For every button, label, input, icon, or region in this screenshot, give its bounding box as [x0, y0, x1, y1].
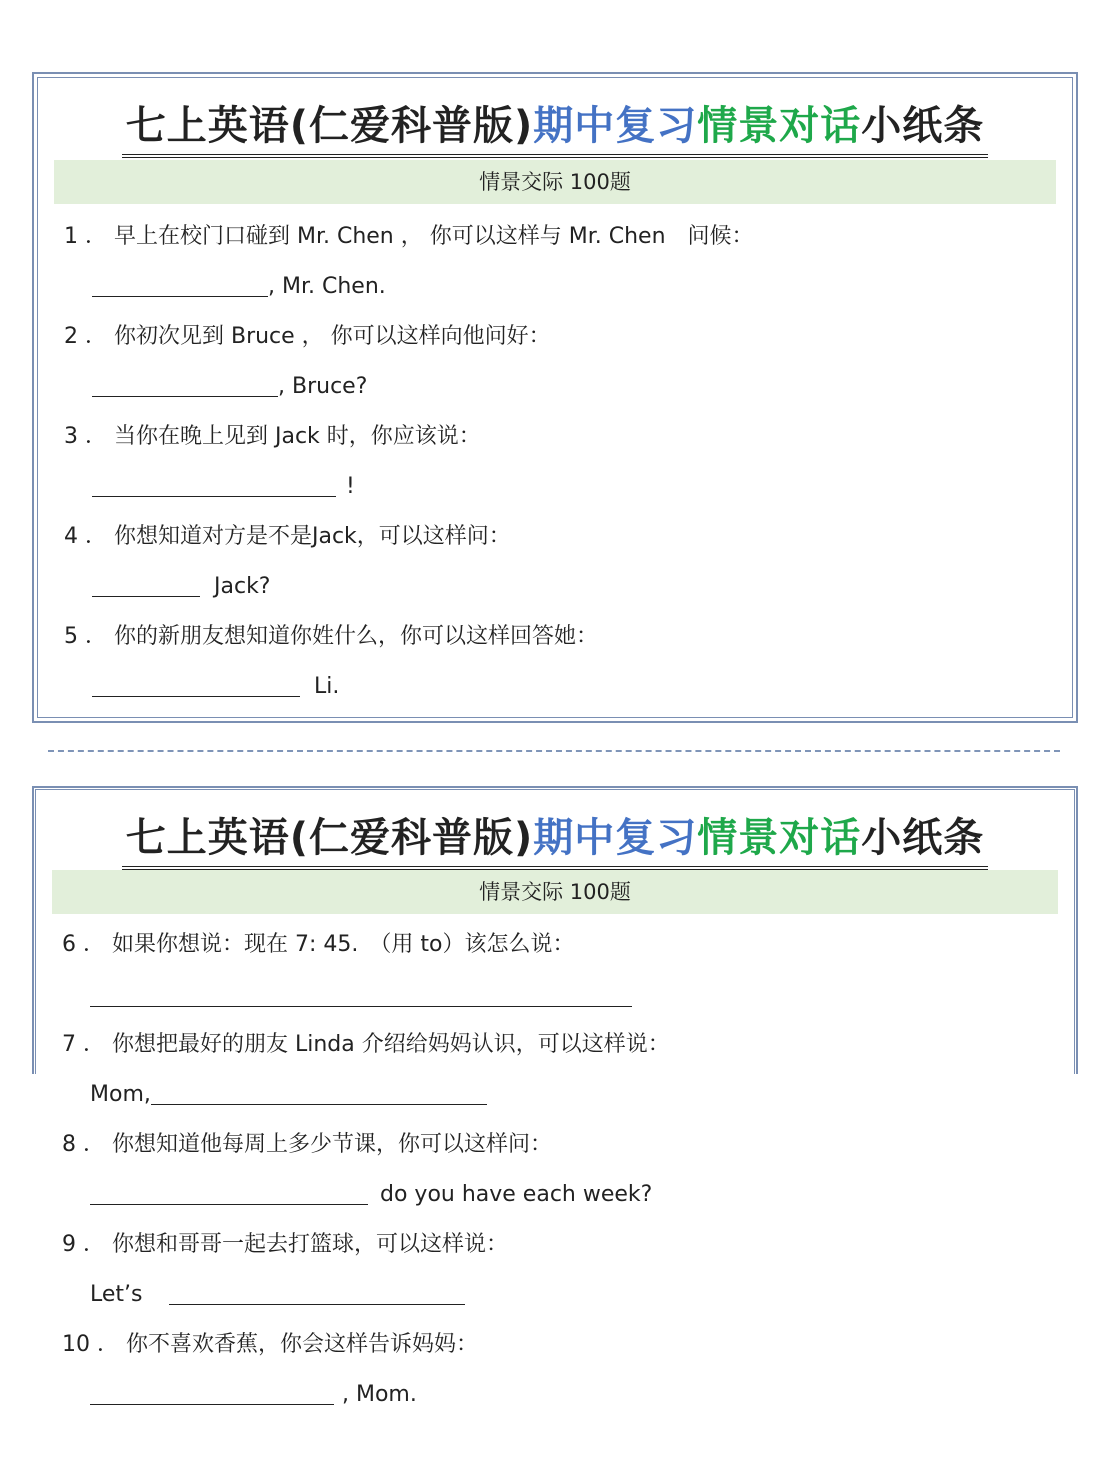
- answer-line-3: [92, 472, 355, 502]
- section-band-2: 情景交际 100题: [52, 870, 1058, 914]
- question-6: 6 ． 如果你想说：现在 7: 45. （用 to）该怎么说：: [62, 932, 575, 957]
- answer-suffix-2: , Bruce?: [278, 374, 368, 399]
- answer-prefix-7: Mom,: [90, 1082, 151, 1107]
- answer-line-5: [92, 672, 339, 702]
- title-part-2: 期中复习: [533, 815, 698, 861]
- question-8: 8 ． 你想知道他每周上多少节课，你可以这样问：: [62, 1132, 552, 1157]
- question-4: 4 ． 你想知道对方是不是Jack，可以这样问：: [64, 524, 511, 549]
- answer-suffix-8: do you have each week?: [380, 1182, 653, 1207]
- answer-line-10: [90, 1380, 417, 1410]
- answer-suffix-5: Li.: [314, 674, 340, 699]
- question-7: 7 ． 你想把最好的朋友 Linda 介绍给妈妈认识，可以这样说：: [62, 1032, 670, 1057]
- title-part-2: 期中复习: [533, 103, 698, 149]
- title-part-3: 情景对话: [697, 103, 862, 149]
- title-part-3: 情景对话: [697, 815, 862, 861]
- answer-blank-2[interactable]: [92, 372, 278, 397]
- question-9: 9 ． 你想和哥哥一起去打篮球，可以这样说：: [62, 1232, 508, 1257]
- section-band: 情景交际 100题: [54, 160, 1056, 204]
- cut-line-divider: [48, 750, 1060, 752]
- answer-blank-10[interactable]: [90, 1380, 334, 1405]
- question-1: 1 ． 早上在校门口碰到 Mr. Chen ， 你可以这样与 Mr. Chen 问候：: [64, 224, 754, 249]
- answer-blank-3[interactable]: [92, 472, 336, 497]
- title-part-4: 小纸条: [861, 103, 985, 149]
- title-part-1: 七上英语(仁爱科普版): [125, 815, 534, 861]
- answer-suffix-10: , Mom.: [342, 1382, 417, 1407]
- answer-blank-8[interactable]: [90, 1180, 368, 1205]
- answer-blank-1[interactable]: [92, 272, 268, 297]
- title-part-1: 七上英语(仁爱科普版): [125, 103, 534, 149]
- answer-blank-9[interactable]: [169, 1280, 465, 1305]
- answer-line-9: [90, 1280, 465, 1310]
- question-2: 2 ． 你初次见到 Bruce ， 你可以这样向他问好：: [64, 324, 551, 349]
- answer-suffix-4: Jack?: [214, 574, 271, 599]
- card-2-frame-inner-top: [35, 789, 1075, 1074]
- card-title: [122, 100, 989, 158]
- answer-line-8: [90, 1180, 652, 1210]
- answer-line-4: [92, 572, 270, 602]
- question-10: 10 ． 你不喜欢香蕉，你会这样告诉妈妈：: [62, 1332, 478, 1357]
- answer-suffix-3: !: [346, 474, 355, 499]
- answer-blank-7[interactable]: [151, 1080, 487, 1105]
- answer-blank-4[interactable]: [92, 572, 200, 597]
- answer-line-1: [92, 272, 386, 302]
- card-title-wrap: [34, 100, 1076, 158]
- answer-line-2: [92, 372, 367, 402]
- answer-suffix-1: , Mr. Chen.: [268, 274, 386, 299]
- answer-prefix-9: Let’s: [90, 1282, 143, 1307]
- answer-blank-5[interactable]: [92, 672, 300, 697]
- title-part-4: 小纸条: [861, 815, 985, 861]
- worksheet-card-1: [32, 72, 1078, 723]
- question-5: 5 ． 你的新朋友想知道你姓什么，你可以这样回答她：: [64, 624, 598, 649]
- answer-line-7: [90, 1080, 487, 1110]
- question-3: 3 ． 当你在晚上见到 Jack 时，你应该说：: [64, 424, 481, 449]
